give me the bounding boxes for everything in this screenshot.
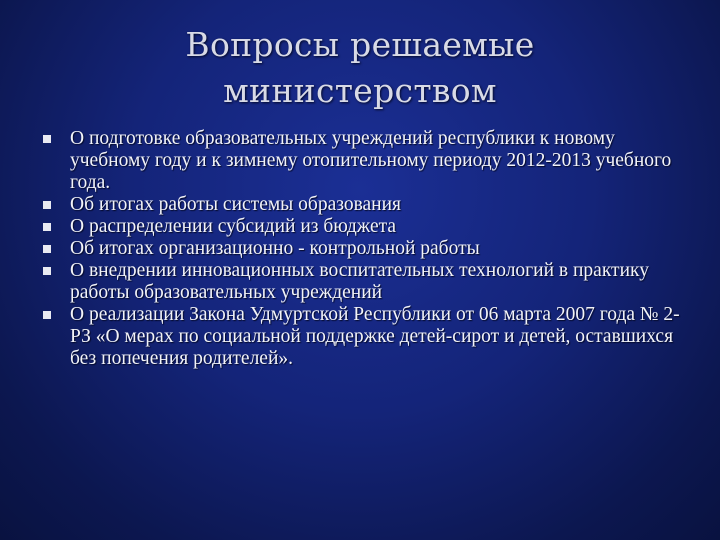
- bullet-list: [40, 128, 690, 370]
- square-bullet-icon: [43, 135, 51, 143]
- slide-title-line-1: Вопросы решаемые: [185, 25, 535, 64]
- bullet-text: Об итогах организационно - контрольной работы: [70, 238, 480, 259]
- slide-title-line-2: министерством: [223, 71, 497, 110]
- bullet-text: О подготовке образовательных учреждений республики к новому учебному году и к зимнему отопительному периоду 2012-2013 учебного года.: [70, 128, 672, 193]
- square-bullet-icon: [43, 201, 51, 209]
- square-bullet-icon: [43, 311, 51, 319]
- bullet-item: [40, 128, 690, 194]
- square-bullet-icon: [43, 245, 51, 253]
- slide-title: [60, 22, 660, 114]
- bullet-text: О внедрении инновационных воспитательных технологий в практику работы образовательных учреждений: [70, 260, 649, 303]
- bullet-item: [40, 194, 690, 216]
- bullet-item: [40, 260, 690, 304]
- square-bullet-icon: [43, 223, 51, 231]
- bullet-item: [40, 238, 690, 260]
- bullet-item: [40, 216, 690, 238]
- bullet-item: [40, 304, 690, 370]
- bullet-text: Об итогах работы системы образования: [70, 194, 402, 215]
- square-bullet-icon: [43, 267, 51, 275]
- bullet-text: О реализации Закона Удмуртской Республики от 06 марта 2007 года № 2-РЗ «О мерах по социальной поддержке детей-сирот и детей, оставшихся без попечения родителей».: [70, 304, 680, 369]
- bullet-text: О распределении субсидий из бюджета: [70, 216, 397, 237]
